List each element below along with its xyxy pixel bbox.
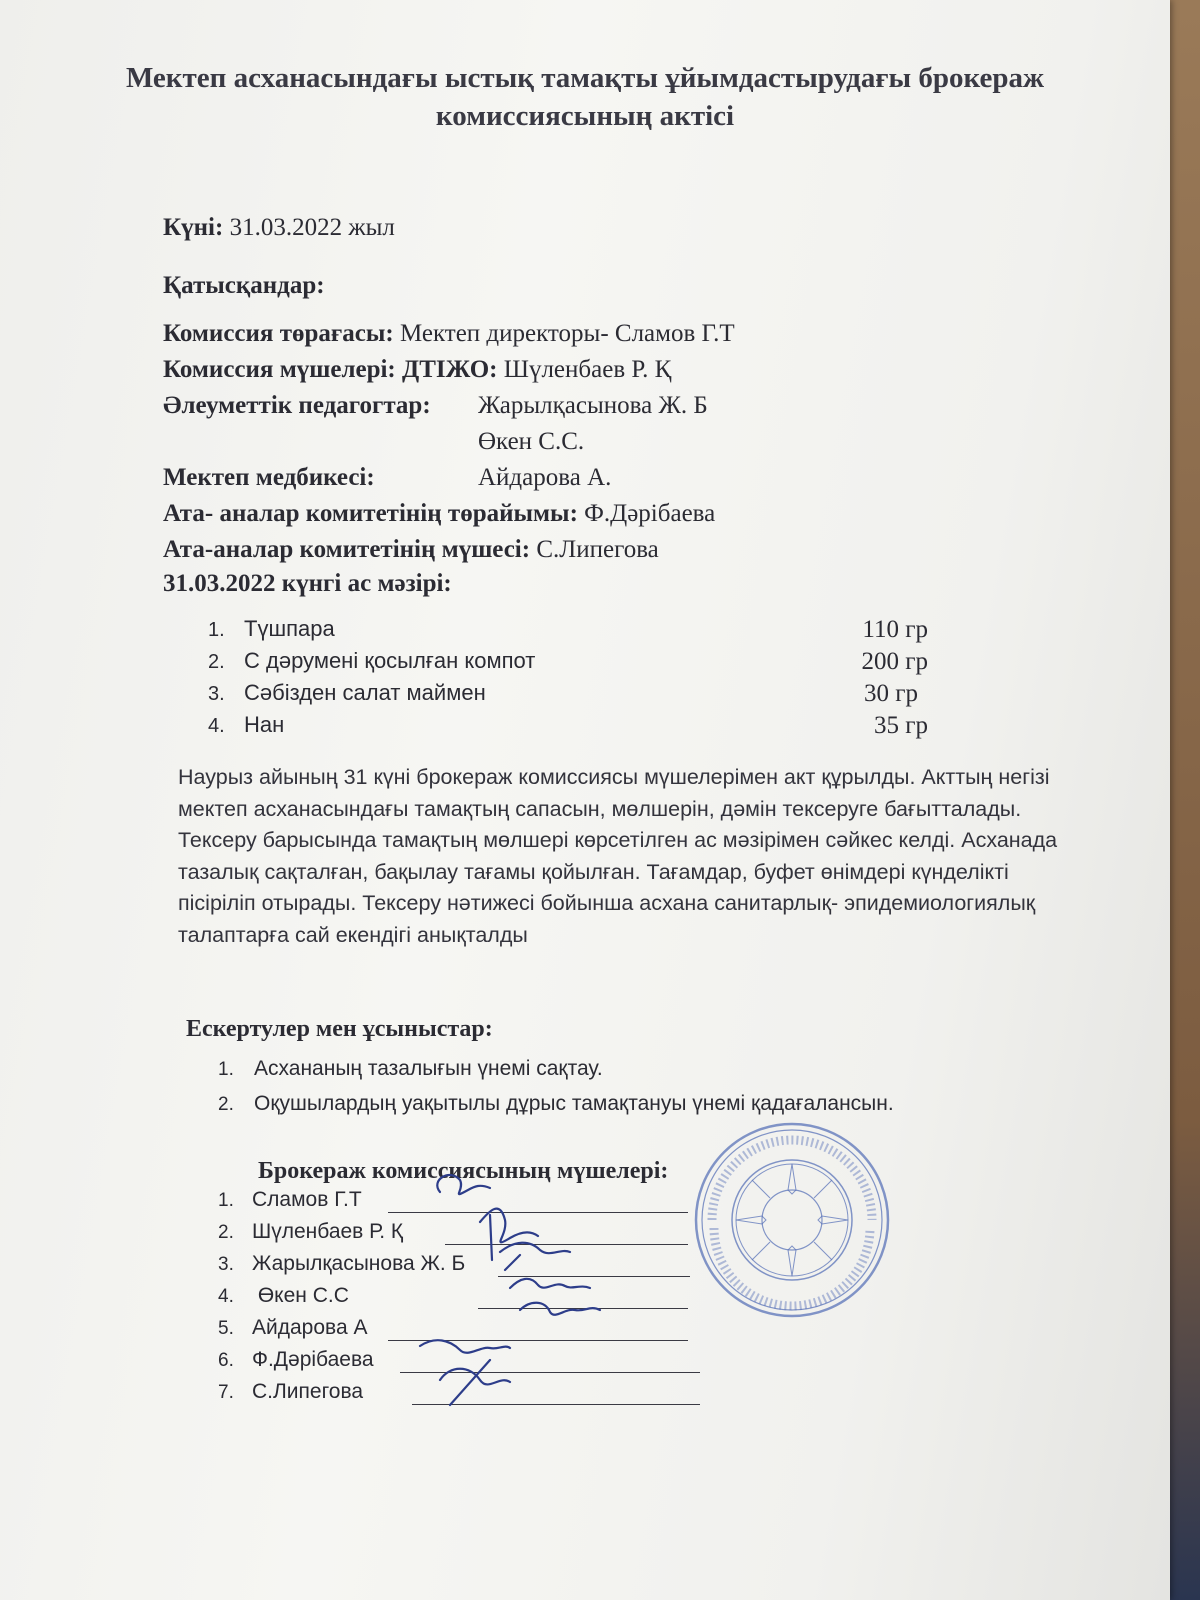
member-row: 5. Айдарова А [218, 1316, 368, 1339]
recommendation-item: 2. Оқушылардың уақытылы дұрыс тамақтануы үнемі қадағалансын. [218, 1092, 894, 1115]
chair-line [163, 320, 735, 348]
social-ped-name-1: Жарылқасынова Ж. Б [478, 392, 708, 419]
recommendations-heading: Ескертулер мен ұсыныстар: [186, 1016, 493, 1042]
member-row: 1. Сламов Г.Т [218, 1188, 362, 1211]
handwritten-signatures [380, 1160, 640, 1430]
title-line-1: Мектеп асханасындағы ыстық тамақты ұйымдастырудағы брокераж [125, 62, 1045, 94]
date-value: 31.03.2022 жыл [229, 214, 395, 241]
parents-chair-value: Ф.Дәрібаева [584, 500, 716, 527]
title-line-2: комиссиясының актісі [435, 100, 735, 132]
menu-item: 2. С дәрумені қосылған компот 200 гр [208, 648, 928, 675]
chair-value: Мектеп директоры- Сламов Г.Т [399, 320, 735, 347]
member-row: 2. Шүленбаев Р. Қ [218, 1220, 404, 1243]
date-line [163, 214, 395, 242]
member-row: 3. Жарылқасынова Ж. Б [218, 1252, 466, 1275]
nurse-label: Мектеп медбикесі: [163, 464, 375, 491]
parents-member-value: С.Липегова [536, 536, 659, 563]
official-seal-icon [692, 1120, 892, 1320]
act-paragraph: Наурыз айының 31 күні брокераж комиссиясы мүшелерімен акт құрылды. Акттың негізі мектеп асханасындағы тамақтың сапасын, мөлшерін, дәмін тексеруге бағытталады. Тексеру барысында тамақтың мөлшері көрсетілген ас мәзірімен сәйкес келді. Асханада тазалық сақталған, бақылау тағамы қойылған. Тағамдар, буфет өнімдері күнделікті пісіріліп отырады. Тексеру нәтижесі бойынша асхана санитарлық- эпидемиологиялық талаптарға сай екендігі анықталды [178, 765, 1058, 947]
members-list-heading: Брокераж комиссиясының мүшелері: [258, 1158, 669, 1184]
members-line [163, 356, 671, 384]
parents-chair-line [163, 500, 715, 528]
nurse-value: Айдарова А. [478, 464, 612, 491]
menu-heading: 31.03.2022 күнгі ас мәзірі: [163, 570, 452, 597]
parents-member-label: Ата-аналар комитетінің мүшесі: [163, 536, 531, 563]
parents-member-line [163, 536, 659, 564]
menu-item: 4. Нан 35 гр [208, 712, 928, 739]
participants-heading: Қатысқандар: [163, 272, 325, 299]
date-label: Күні: [163, 214, 224, 241]
member-row: 4. Өкен С.С [218, 1284, 349, 1307]
social-ped-label: Әлеуметтік педагогтар: [163, 392, 431, 419]
menu-item: 3. Сәбізден салат маймен 30 гр [208, 680, 918, 707]
members-label: Комиссия мүшелері: [163, 356, 396, 383]
members-role: ДТІЖО: [402, 356, 498, 383]
menu-item: 1. Түшпара 110 гр [208, 616, 928, 643]
parents-chair-label: Ата- аналар комитетінің төрайымы: [163, 500, 578, 527]
members-value: Шүленбаев Р. Қ [503, 356, 672, 383]
chair-label: Комиссия төрағасы: [163, 320, 394, 347]
member-row: 6. Ф.Дәрібаева [218, 1348, 374, 1371]
member-row: 7. С.Липегова [218, 1380, 364, 1403]
recommendation-item: 1. Асхананың тазалығын үнемі сақтау. [218, 1057, 603, 1080]
social-ped-name-2: Өкен С.С. [478, 428, 585, 455]
